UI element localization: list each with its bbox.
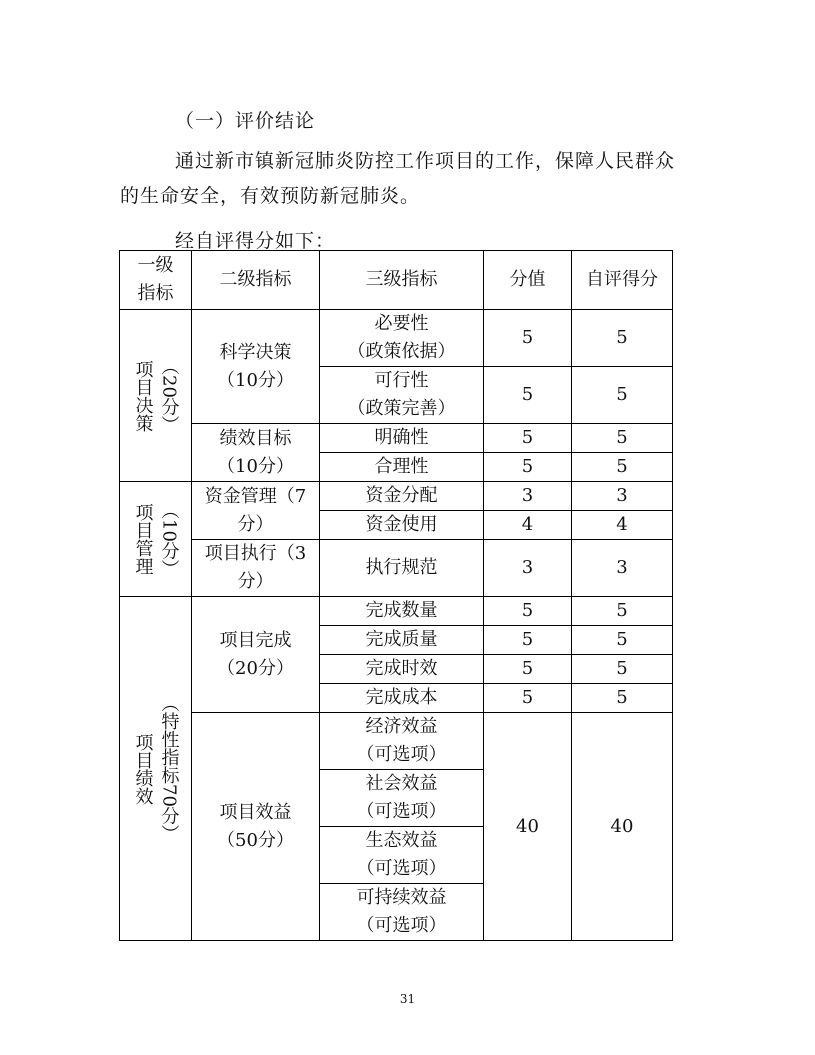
subgroup-cell [192, 424, 320, 482]
subgroup-name: 项目执行（3 [204, 543, 307, 564]
self-score-cell: 5 [572, 655, 673, 684]
score-cell: 5 [484, 626, 572, 655]
subgroup-cell [192, 540, 320, 597]
subgroup-points: 分） [237, 513, 274, 535]
subgroup-points: 分） [237, 571, 274, 592]
score-cell: 40 [484, 713, 572, 941]
evaluation-score-table [119, 250, 673, 941]
group-decision-cell [120, 310, 192, 482]
indicator-name: 社会效益 [365, 773, 438, 794]
self-score-cell: 5 [572, 367, 673, 424]
subgroup-cell [192, 482, 320, 540]
self-score-cell: 3 [572, 540, 673, 597]
subgroup-name: 科学决策 [219, 341, 292, 363]
indicator-note: （可选项） [356, 915, 447, 936]
self-score-cell: 4 [572, 511, 673, 540]
score-cell: 5 [484, 684, 572, 713]
header-level3: 三级指标 [320, 251, 484, 310]
group-points: （特性指标70分） [158, 694, 180, 843]
indicator-name: 必要性 [374, 313, 429, 334]
subgroup-cell [192, 597, 320, 713]
group-performance-cell [120, 597, 192, 941]
indicator-cell: 资金分配 [320, 482, 484, 511]
indicator-name: 生态效益 [365, 830, 438, 851]
body-text-line-1: 通过新市镇新冠肺炎防控工作项目的工作，保障人民群众 [175, 150, 676, 172]
score-cell: 3 [484, 482, 572, 511]
indicator-cell [320, 884, 484, 941]
indicator-cell [320, 827, 484, 884]
self-score-cell: 5 [572, 424, 673, 453]
indicator-cell: 资金使用 [320, 511, 484, 540]
header-level1-line1: 一级 [137, 255, 174, 276]
self-score-cell: 5 [572, 626, 673, 655]
table-row [120, 713, 673, 770]
self-score-cell: 3 [572, 482, 673, 511]
indicator-cell: 合理性 [320, 453, 484, 482]
indicator-note: （政策完善） [347, 398, 456, 419]
header-level2: 二级指标 [192, 251, 320, 310]
indicator-note: （可选项） [356, 744, 447, 765]
subgroup-name: 项目效益 [219, 801, 292, 823]
subgroup-points: （20分） [217, 657, 294, 679]
page-number: 31 [399, 992, 416, 1006]
group-management-cell [120, 482, 192, 597]
subgroup-name: 资金管理（7 [204, 485, 307, 507]
score-cell: 5 [484, 453, 572, 482]
subgroup-cell [192, 713, 320, 941]
table-row [120, 482, 673, 511]
header-level1 [120, 251, 192, 310]
subgroup-name: 绩效目标 [219, 427, 292, 449]
indicator-cell: 完成数量 [320, 597, 484, 626]
group-points: （20分） [158, 357, 180, 434]
group-points: （10分） [158, 500, 180, 578]
self-score-cell: 40 [572, 713, 673, 941]
table-intro: 经自评得分如下： [175, 230, 336, 252]
group-name: 项目决策 [132, 359, 154, 432]
self-score-cell: 5 [572, 310, 673, 367]
score-cell: 4 [484, 511, 572, 540]
subgroup-points: （10分） [217, 455, 294, 477]
score-cell: 5 [484, 655, 572, 684]
indicator-name: 可持续效益 [356, 887, 447, 908]
score-cell: 5 [484, 424, 572, 453]
self-score-cell: 5 [572, 597, 673, 626]
self-score-cell: 5 [572, 684, 673, 713]
group-name: 项目管理 [132, 503, 154, 575]
indicator-cell: 完成成本 [320, 684, 484, 713]
indicator-note: （可选项） [356, 858, 447, 879]
self-score-cell: 5 [572, 453, 673, 482]
indicator-name: 经济效益 [365, 716, 438, 737]
score-cell: 5 [484, 367, 572, 424]
subgroup-points: （10分） [217, 369, 294, 391]
subgroup-cell [192, 310, 320, 424]
table-row [120, 597, 673, 626]
table-row [120, 424, 673, 453]
indicator-cell [320, 713, 484, 770]
score-cell: 5 [484, 310, 572, 367]
header-self-score: 自评得分 [572, 251, 673, 310]
subgroup-points: （50分） [217, 829, 294, 851]
header-score: 分值 [484, 251, 572, 310]
indicator-note: （政策依据） [347, 341, 456, 362]
table-header-row [120, 251, 673, 310]
indicator-cell [320, 367, 484, 424]
score-cell: 3 [484, 540, 572, 597]
indicator-cell: 明确性 [320, 424, 484, 453]
header-level1-line2: 指标 [137, 283, 174, 304]
indicator-cell [320, 310, 484, 367]
indicator-cell [320, 770, 484, 827]
table-row [120, 540, 673, 597]
table-row [120, 310, 673, 367]
subgroup-name: 项目完成 [219, 629, 292, 651]
section-heading: （一）评价结论 [175, 110, 316, 132]
score-cell: 5 [484, 597, 572, 626]
indicator-cell: 执行规范 [320, 540, 484, 597]
indicator-cell: 完成质量 [320, 626, 484, 655]
group-name: 项目绩效 [132, 732, 154, 805]
indicator-note: （可选项） [356, 801, 447, 822]
indicator-cell: 完成时效 [320, 655, 484, 684]
body-text-line-2: 的生命安全，有效预防新冠肺炎。 [120, 185, 421, 207]
indicator-name: 可行性 [374, 370, 429, 391]
